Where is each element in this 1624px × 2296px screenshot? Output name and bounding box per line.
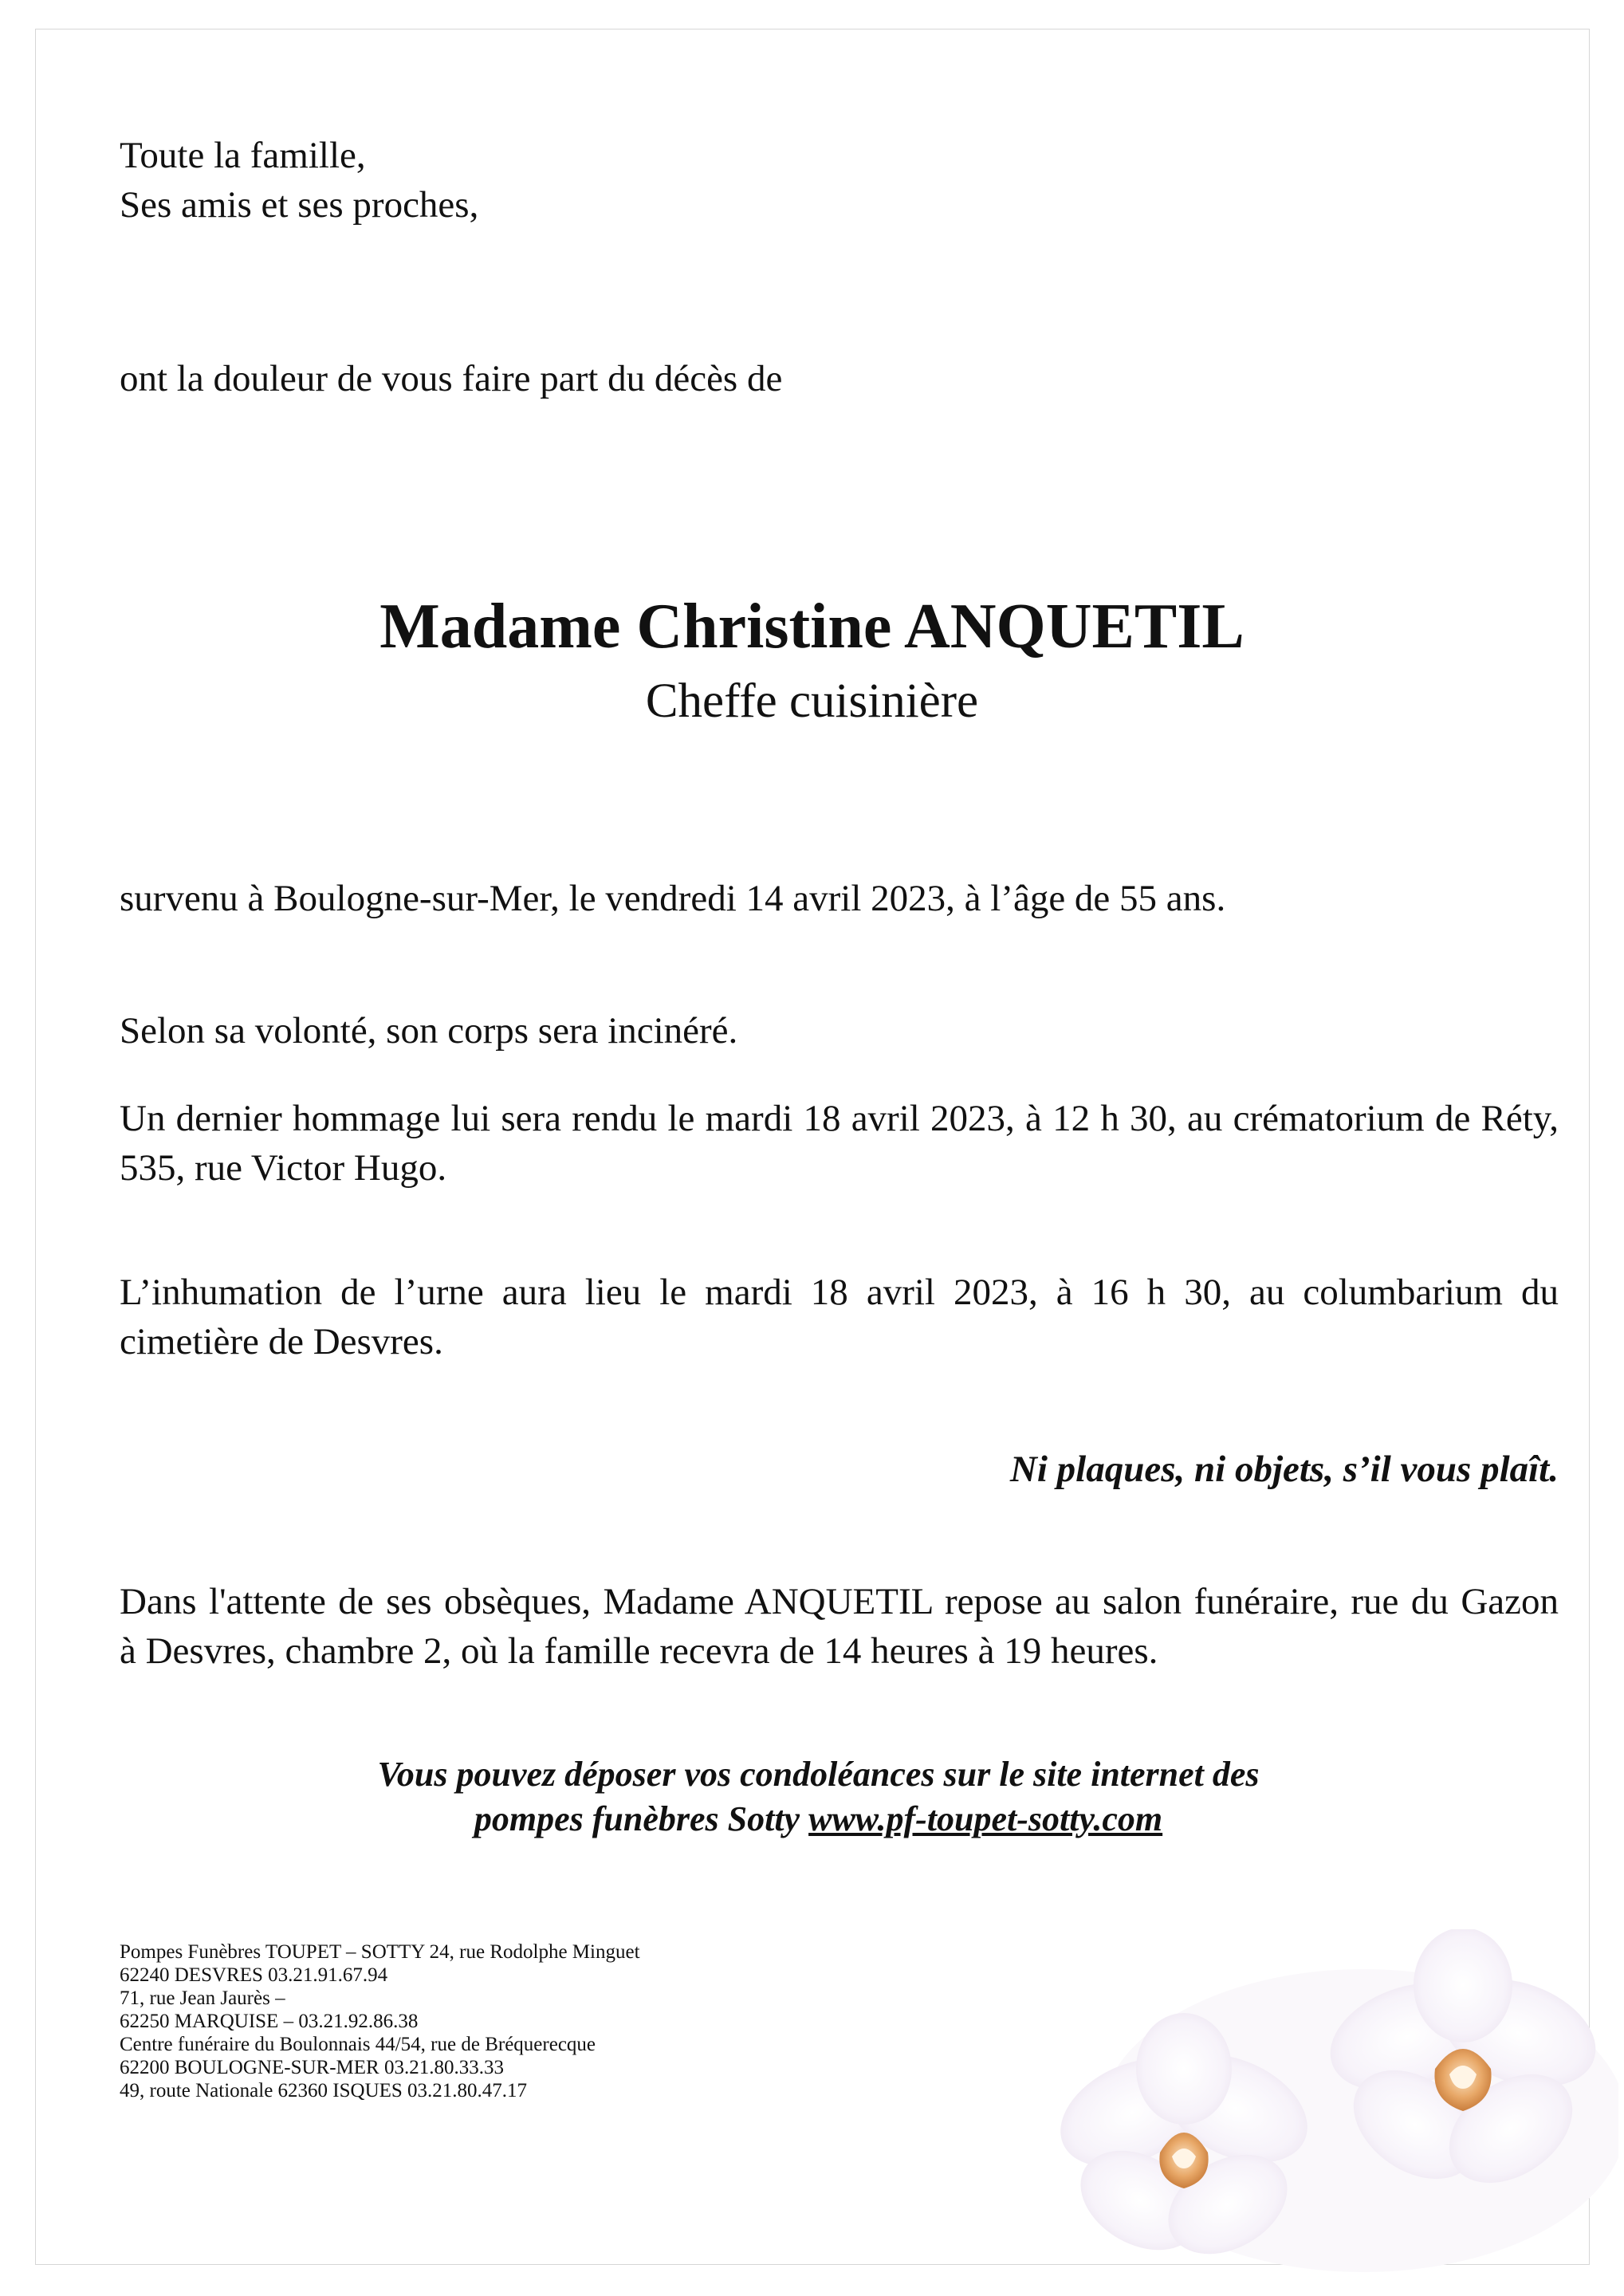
rest-line-2: à Desvres, chambre 2, où la famille recevra de 14 heures à 19 heures.	[120, 1630, 1158, 1672]
death-details: survenu à Boulogne-sur-Mer, le vendredi 14 avril 2023, à l’âge de 55 ans.	[120, 878, 1226, 919]
orchid-flowers-icon	[1060, 1929, 1618, 2280]
footer-line: 71, rue Jean Jaurès –	[120, 1987, 285, 2009]
intro-line-family: Toute la famille,	[120, 135, 366, 176]
burial-paragraph	[120, 1268, 1559, 1366]
footer-line: 49, route Nationale 62360 ISQUES 03.21.80.47.17	[120, 2080, 528, 2101]
tribute-line-2: 535, rue Victor Hugo.	[120, 1147, 447, 1189]
no-flowers-notice: Ni plaques, ni objets, s’il vous plaît.	[1009, 1449, 1559, 1490]
footer-line: 62240 DESVRES 03.21.91.67.94	[120, 1964, 388, 1986]
deceased-name: Madame Christine ANQUETIL	[379, 592, 1245, 662]
cremation-wish: Selon sa volonté, son corps sera incinéré.	[120, 1010, 738, 1052]
rest-line-1: Dans l'attente de ses obsèques, Madame ANQUETIL repose au salon funéraire, rue du Gazon	[120, 1581, 1559, 1622]
intro-line-friends: Ses amis et ses proches,	[120, 184, 479, 226]
footer-line: Pompes Funèbres TOUPET – SOTTY 24, rue Rodolphe Minguet	[120, 1941, 640, 1963]
footer-line: 62250 MARQUISE – 03.21.92.86.38	[120, 2011, 419, 2032]
announce-text: ont la douleur de vous faire part du décès de	[120, 358, 783, 399]
funeral-home-contacts	[120, 1940, 640, 2102]
deceased-profession: Cheffe cuisinière	[645, 674, 979, 728]
burial-line-1: L’inhumation de l’urne aura lieu le mardi 18 avril 2023, à 16 h 30, au columbarium du	[120, 1272, 1559, 1313]
footer-line: Centre funéraire du Boulonnais 44/54, rue de Bréquerecque	[120, 2034, 596, 2055]
rest-paragraph	[120, 1577, 1559, 1676]
tribute-line-1: Un dernier hommage lui sera rendu le mardi 18 avril 2023, à 12 h 30, au crématorium de Réty,	[120, 1098, 1559, 1139]
burial-line-2: cimetière de Desvres.	[120, 1321, 443, 1362]
condolences-line-2	[6, 1797, 1624, 1842]
footer-line: 62200 BOULOGNE-SUR-MER 03.21.80.33.33	[120, 2057, 504, 2078]
website-link[interactable]: www.pf-toupet-sotty.com	[808, 1799, 1163, 1838]
condolences-line-1: Vous pouvez déposer vos condoléances sur le site internet des	[377, 1755, 1260, 1794]
tribute-paragraph	[120, 1094, 1559, 1193]
condolences-prefix: pompes funèbres Sotty	[474, 1799, 809, 1838]
